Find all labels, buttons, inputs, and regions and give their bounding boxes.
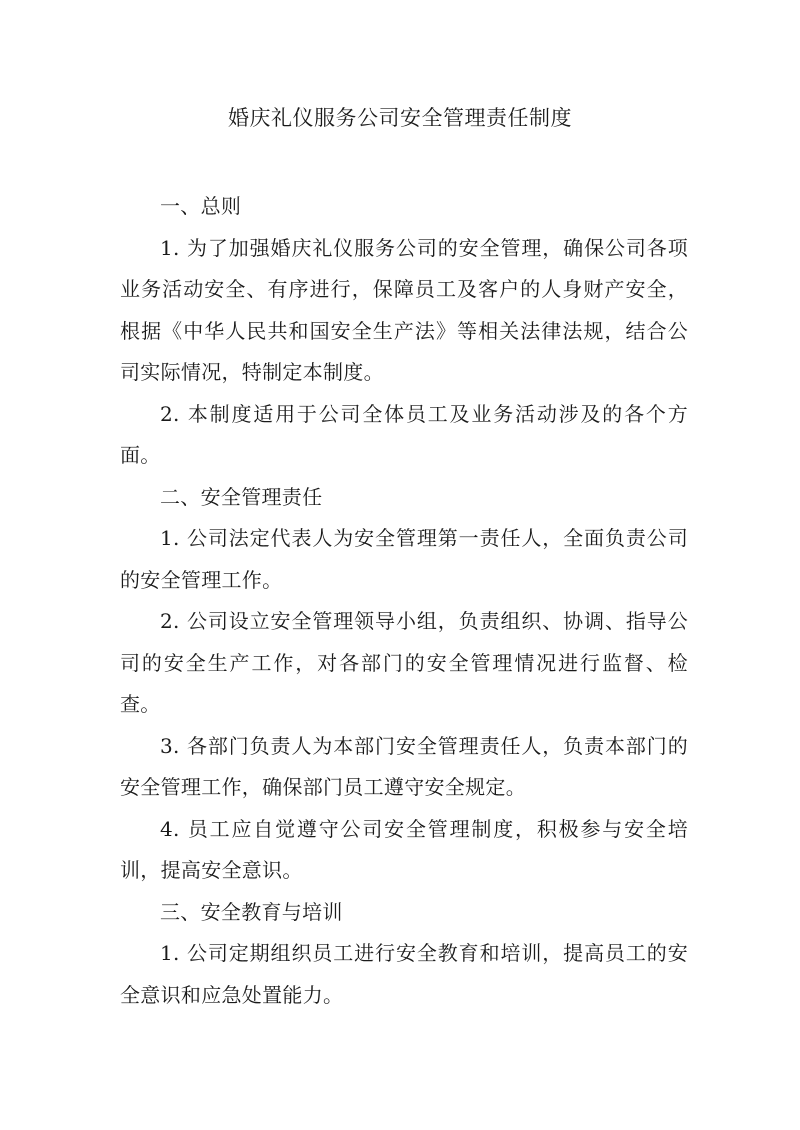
paragraph: 4. 员工应自觉遵守公司安全管理制度，积极参与安全培训，提高安全意识。 xyxy=(120,816,688,882)
paragraph: 1. 为了加强婚庆礼仪服务公司的安全管理，确保公司各项业务活动安全、有序进行，保障员工及客户的人身财产安全，根据《中华人民共和国安全生产法》等相关法律法规，结合公司实际情况，特制定本制度。 xyxy=(120,235,688,384)
document-body xyxy=(120,186,688,1016)
section-heading-training: 三、安全教育与培训 xyxy=(160,899,343,924)
section-heading-responsibility: 二、安全管理责任 xyxy=(160,484,323,509)
paragraph: 1. 公司法定代表人为安全管理第一责任人，全面负责公司的安全管理工作。 xyxy=(120,526,688,592)
paragraph: 1. 公司定期组织员工进行安全教育和培训，提高员工的安全意识和应急处置能力。 xyxy=(120,941,688,1007)
paragraph: 2. 本制度适用于公司全体员工及业务活动涉及的各个方面。 xyxy=(120,401,688,467)
section-heading-general: 一、总则 xyxy=(160,194,242,218)
document-title: 婚庆礼仪服务公司安全管理责任制度 xyxy=(228,106,572,130)
paragraph: 2. 公司设立安全管理领导小组，负责组织、协调、指导公司的安全生产工作，对各部门的安全管理情况进行监督、检查。 xyxy=(120,609,688,716)
paragraph: 3. 各部门负责人为本部门安全管理责任人，负责本部门的安全管理工作，确保部门员工遵守安全规定。 xyxy=(120,733,688,799)
